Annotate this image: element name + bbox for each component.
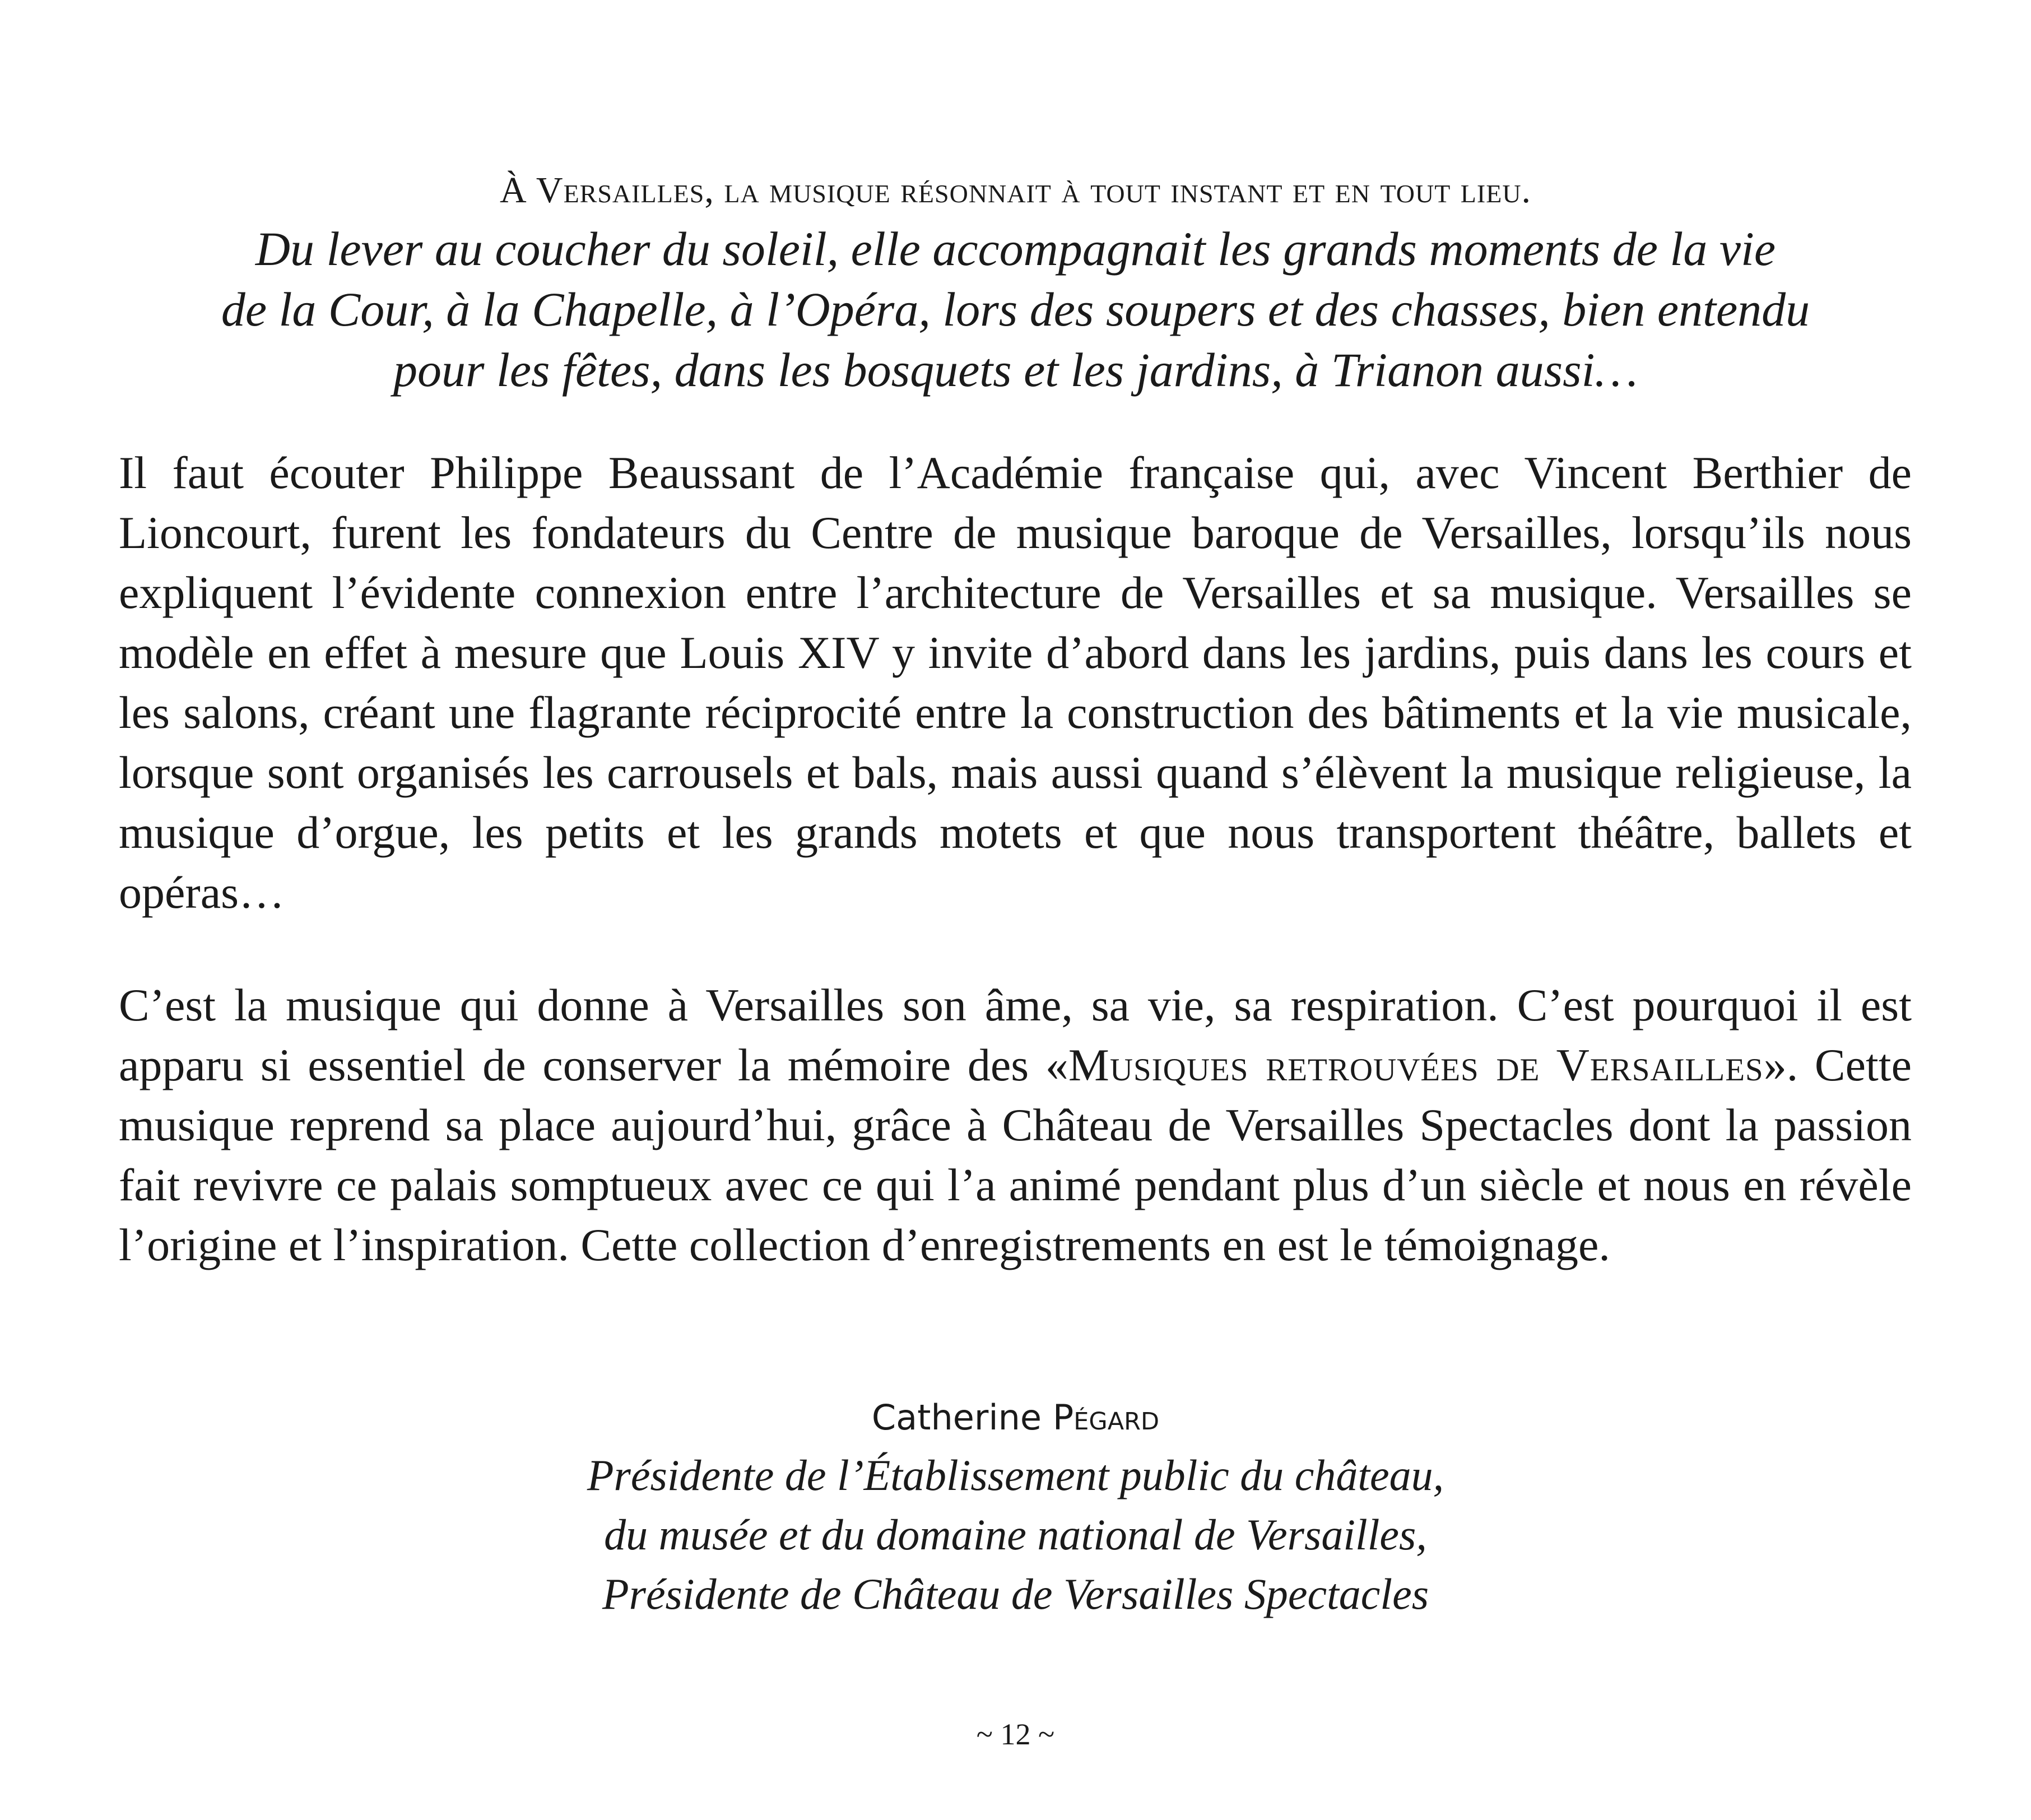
paragraph-2-before: C’est la musique qui donne à Versailles son âme, sa vie, sa respiration. C’est pourquoi il est apparu si essentiel de conserver la mémoire des « <box>119 979 1912 1090</box>
intro-line-3: pour les fêtes, dans les bosquets et les jardins, à Trianon aussi… <box>393 343 1638 397</box>
intro-heading: À Versailles, la musique résonnait à tout instant et en tout lieu. <box>499 170 1532 211</box>
intro-line-1: Du lever au coucher du soleil, elle accompagnait les grands moments de la vie <box>255 222 1776 276</box>
signatory-name <box>168 1390 1863 1446</box>
intro-line-2: de la Cour, à la Chapelle, à l’Opéra, lors des soupers et des chasses, bien entendu <box>221 282 1810 336</box>
body-paragraph-2 <box>119 975 1912 1275</box>
signatory-last-name: Pégard <box>1052 1397 1160 1438</box>
intro-block <box>168 162 1863 400</box>
signature-block <box>168 1390 1863 1624</box>
signatory-title-3: Présidente de Château de Versailles Spectacles <box>602 1570 1429 1618</box>
signatory-title-1: Présidente de l’Établissement public du château, <box>587 1451 1444 1499</box>
collection-name: Musiques retrouvées de Versailles <box>1068 1039 1764 1090</box>
signatory-first-name: Catherine <box>871 1397 1042 1438</box>
paragraph-2-after: ». Cette musique reprend sa place aujourd’hui, grâce à Château de Versailles Spectacles dont la passion fait revivre ce palais somptueux avec ce qui l’a animé pendant plus d’un siècle et nous en révèle l’origine et l’inspiration. Cette collection d’enregistrements en est le témoignage. <box>119 1039 1912 1270</box>
signatory-titles <box>168 1446 1863 1624</box>
signatory-title-2: du musée et du domaine national de Versailles, <box>604 1510 1427 1559</box>
page-number: ~ 12 ~ <box>976 1717 1055 1751</box>
intro-italic-lines <box>168 219 1863 400</box>
body-paragraph-1: Il faut écouter Philippe Beaussant de l’Académie française qui, avec Vincent Berthier de Lioncourt, furent les fondateurs du Centre de musique baroque de Versailles, lorsqu’ils nous expliquent l’évidente connexion entre l’architecture de Versailles et sa musique. Versailles se modèle en effet à mesure que Louis XIV y invite d’abord dans les jardins, puis dans les cours et les salons, créant une flagrante réciprocité entre la construction des bâtiments et la vie musicale, lorsque sont organisés les carrousels et bals, mais aussi quand s’élèvent la musique religieuse, la musique d’orgue, les petits et les grands motets et que nous transportent théâtre, ballets et opéras… <box>119 447 1912 918</box>
